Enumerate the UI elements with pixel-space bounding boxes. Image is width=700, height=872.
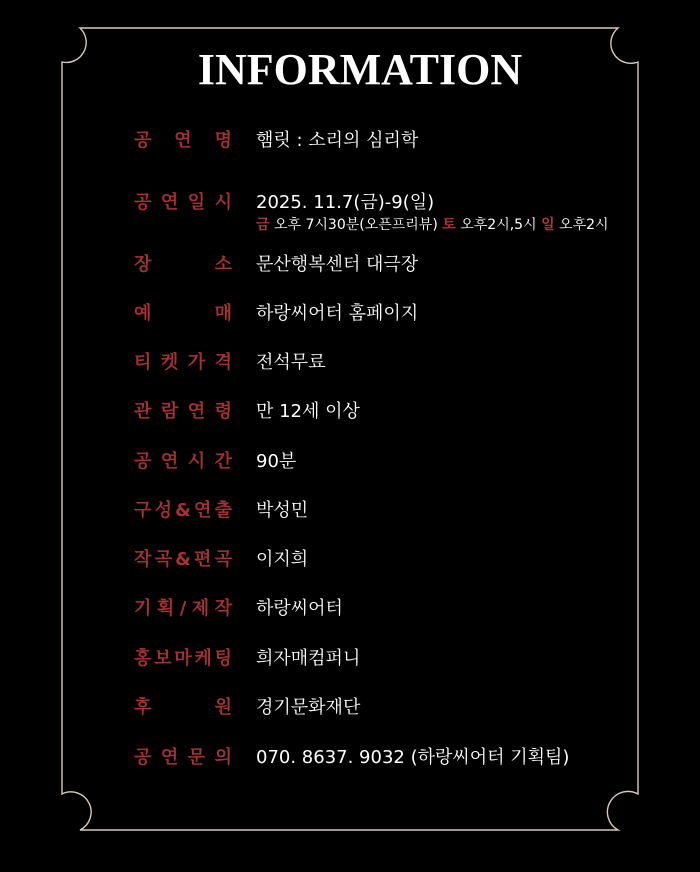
label-char: 간 (214, 451, 232, 472)
row-label (134, 252, 232, 278)
schedule-detail (256, 215, 609, 235)
label-char: 시 (214, 192, 232, 213)
label-char: 소 (214, 254, 232, 275)
label-char: & (175, 549, 191, 570)
label-char: 원 (214, 697, 232, 718)
row-label (134, 498, 232, 524)
row-value: 경기문화재단 (256, 697, 361, 718)
label-char: & (175, 500, 191, 521)
label-char: 작 (134, 549, 152, 570)
label-char: 후 (134, 697, 152, 718)
row-label (134, 128, 232, 154)
label-char: 연 (160, 747, 179, 768)
row-value: 070. 8637. 9032 (하랑씨어터 기획팀) (256, 747, 570, 768)
label-char: 출 (214, 500, 232, 521)
row-label (134, 547, 232, 573)
label-char: 공 (134, 451, 152, 472)
label-char: 보 (154, 648, 172, 669)
label-char: 편 (194, 549, 212, 570)
label-char: 팅 (214, 648, 232, 669)
row-value: 문산행복센터 대극장 (256, 254, 419, 275)
row-value: 햄릿 : 소리의 심리학 (256, 130, 419, 151)
row-label (134, 646, 232, 672)
label-char: 연 (160, 192, 179, 213)
label-char: 장 (134, 254, 152, 275)
label-char: 홍 (134, 648, 152, 669)
label-char: 명 (214, 130, 232, 151)
row-label (134, 350, 232, 376)
label-char: 마 (174, 648, 192, 669)
label-char: 예 (134, 303, 152, 324)
label-char: 케 (194, 648, 212, 669)
label-char: 령 (214, 401, 232, 422)
row-value: 전석무료 (256, 352, 326, 373)
label-char: 획 (156, 598, 175, 619)
row-value: 하랑씨어터 홈페이지 (256, 303, 419, 324)
schedule-time: 오후 7시30분(오픈프리뷰) (273, 217, 438, 233)
label-char: 성 (154, 500, 172, 521)
label-char: 연 (174, 130, 192, 151)
row-value: 2025. 11.7(금)-9(일) (256, 192, 435, 213)
label-char: 곡 (214, 549, 232, 570)
row-value: 하랑씨어터 (256, 598, 343, 619)
row-label (134, 745, 232, 771)
label-char: 연 (160, 451, 179, 472)
label-char: 격 (214, 352, 232, 373)
label-char: 제 (191, 598, 210, 619)
label-char: 켓 (160, 352, 179, 373)
label-char: 티 (134, 352, 152, 373)
label-char: 문 (187, 747, 206, 768)
label-char: / (179, 598, 187, 619)
row-label (134, 399, 232, 425)
row-value: 박성민 (256, 500, 309, 521)
label-char: 연 (194, 500, 212, 521)
label-char: 일 (187, 192, 206, 213)
label-char: 람 (160, 401, 179, 422)
label-char: 관 (134, 401, 152, 422)
row-label (134, 449, 232, 475)
label-char: 공 (134, 192, 152, 213)
label-char: 가 (187, 352, 206, 373)
row-label (134, 190, 232, 216)
label-char: 공 (134, 747, 152, 768)
row-label (134, 695, 232, 721)
page-title: INFORMATION (197, 45, 523, 94)
schedule-time: 오후2시,5시 (460, 217, 537, 233)
schedule-time: 오후2시 (559, 217, 609, 233)
row-value: 이지희 (256, 549, 309, 570)
label-char: 의 (214, 747, 232, 768)
schedule-day: 일 (541, 217, 555, 233)
label-char: 구 (134, 500, 152, 521)
label-char: 작 (214, 598, 232, 619)
schedule-day: 금 (256, 217, 270, 233)
label-char: 시 (187, 451, 206, 472)
row-label (134, 596, 232, 622)
label-char: 곡 (154, 549, 172, 570)
label-char: 기 (134, 598, 152, 619)
schedule-day: 토 (442, 217, 456, 233)
label-char: 연 (187, 401, 206, 422)
row-value: 만 12세 이상 (256, 401, 360, 422)
row-value: 90분 (256, 451, 297, 472)
row-value: 희자매컴퍼니 (256, 648, 361, 669)
label-char: 매 (214, 303, 232, 324)
row-label (134, 301, 232, 327)
label-char: 공 (134, 130, 152, 151)
